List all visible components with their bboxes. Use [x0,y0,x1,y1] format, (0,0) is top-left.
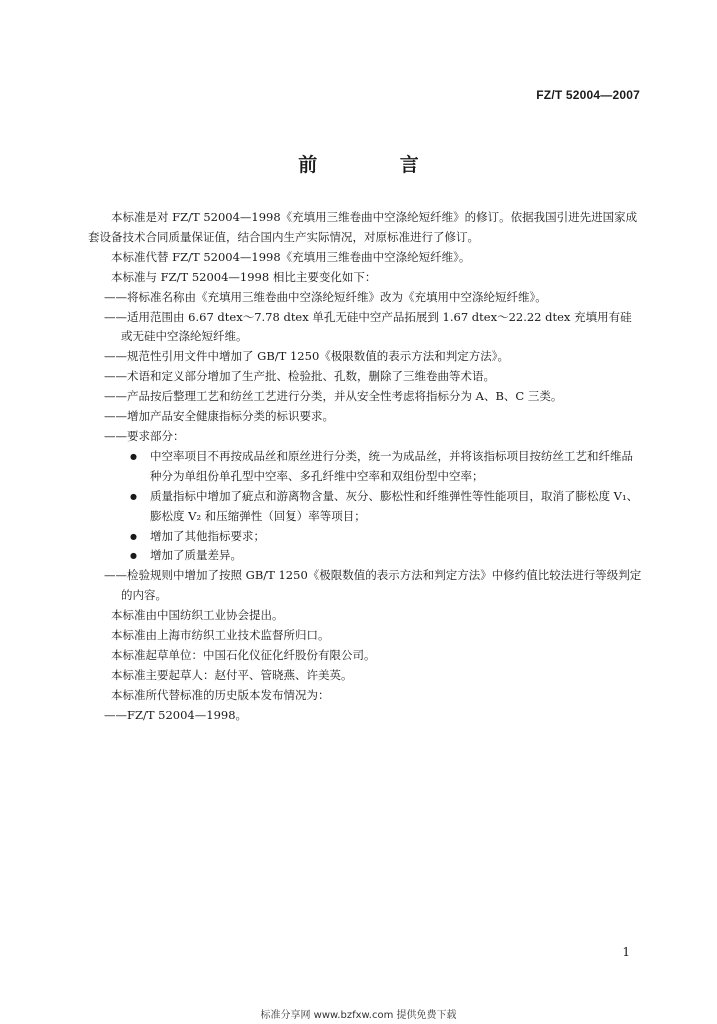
paragraph-proposed-by: 本标准由中国纺织工业协会提出。 [111,608,284,623]
change-item-requirements: ——要求部分： [104,428,185,443]
change-item-inspection: ——检验规则中增加了按照 GB/T 1250《极限数值的表示方法和判定方法》中修约值比较法进行等级判定的内容。 [104,568,642,603]
change-item-terms: ——术语和定义部分增加了生产批、检验批、孔数，删除了三维卷曲等术语。 [104,369,495,384]
change-item-classification: ——产品按后整理工艺和纺丝工艺进行分类，并从安全性考虑将指标分为 A、B、C 三类。 [104,389,563,404]
paragraph-administered-by: 本标准由上海市纺织工业技术监督所归口。 [111,628,330,643]
list-item [88,527,642,547]
bullet-text-quality-difference: 增加了质量差异。 [150,548,242,563]
list-item [88,447,642,487]
bullet-text-hollow-rate: 中空率项目不再按成品丝和原丝进行分类，统一为成品丝，并将该指标项目按纺丝工艺和纤维品种分为单组份单孔型中空率、多孔纤维中空率和双组份型中空率； [150,448,633,483]
page-title: 前 言 [298,154,457,176]
bullet-icon: ● [130,491,137,501]
list-item [88,487,642,527]
change-item-name: ——将标准名称由《充填用三维卷曲中空涤纶短纤维》改为《充填用中空涤纶短纤维》。 [104,289,547,304]
paragraph-drafting-unit: 本标准起草单位：中国石化仪征化纤股份有限公司。 [111,647,376,662]
paragraph-revision-intro: 本标准是对 FZ/T 52004—1998《充填用三维卷曲中空涤纶短纤维》的修订。依据我国引进先进国家成套设备技术合同质量保证值，结合国内生产实际情况，对原标准进行了修订。 [88,210,638,244]
paragraph-replaces: 本标准代替 FZ/T 52004—1998《充填用三维卷曲中空涤纶短纤维》。 [111,249,471,264]
bullet-text-quality-indicators: 质量指标中增加了疵点和游离物含量、灰分、膨松性和纤维弹性等性能项目，取消了膨松度 V₁、膨松度 V₂ 和压缩弹性（回复）率等项目； [150,488,639,523]
bullet-icon: ● [130,451,137,461]
footer-watermark: 标准分享网 www.bzfxw.com 提供免费下载 [260,1010,457,1021]
paragraph-history-intro: 本标准所代替标准的历史版本发布情况为： [111,687,330,702]
list-item [88,546,642,566]
change-item-labeling: ——增加产品安全健康指标分类的标识要求。 [104,409,334,424]
bullet-icon: ● [130,551,137,561]
paragraph-drafters: 本标准主要起草人：赵付平、管晓燕、许美英。 [111,667,353,682]
foreword-body [88,208,642,726]
change-item-references: ——规范性引用文件中增加了 GB/T 1250《极限数值的表示方法和判定方法》。 [104,349,510,364]
change-item-scope: ——适用范围由 6.67 dtex～7.78 dtex 单孔无硅中空产品拓展到 1.67 dtex～22.22 dtex 充填用有硅或无硅中空涤纶短纤维。 [104,309,632,344]
bullet-text-other-requirements: 增加了其他指标要求； [150,528,265,543]
paragraph-changes-intro: 本标准与 FZ/T 52004—1998 相比主要变化如下： [111,269,377,284]
bullet-icon: ● [130,531,137,541]
standard-code: FZ/T 52004—2007 [536,88,640,102]
history-item: ——FZ/T 52004—1998。 [104,707,248,722]
page-number: 1 [622,945,630,959]
